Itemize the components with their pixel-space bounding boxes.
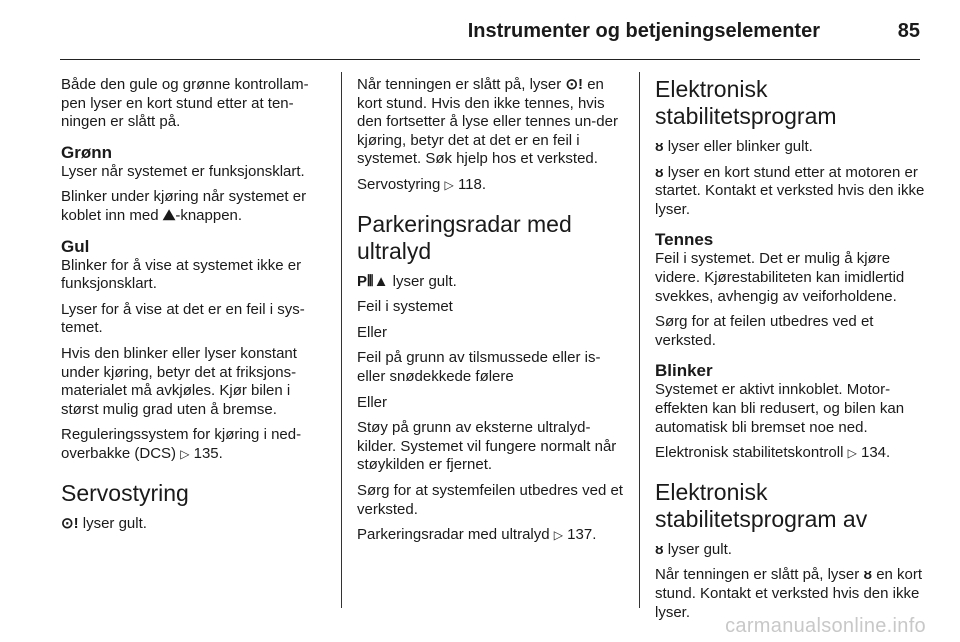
text: Når tenningen er slått på, lyser — [357, 76, 566, 93]
text: lyser en kort stund etter at motoren er startet. Kontakt et verksted hvis den ikke lyser. — [655, 163, 925, 218]
text: Servostyring — [357, 175, 445, 193]
paragraph — [61, 188, 327, 225]
page-header-title: Instrumenter og betjeningselementer — [467, 20, 820, 42]
page-number: 85 — [897, 20, 920, 42]
parking-radar-icon: P⦀▲ — [357, 272, 389, 290]
heading-tennes: Tennes — [655, 230, 714, 250]
heading-gul: Gul — [61, 236, 90, 256]
column-divider — [639, 72, 640, 608]
text: en kort stund. Kontakt et verksted hvis den ikke lyser. — [655, 566, 923, 621]
page-reference-icon: ▷ — [180, 446, 190, 461]
watermark: carmanualsonline.info — [725, 615, 926, 637]
column-right — [655, 76, 925, 629]
paragraph — [357, 526, 625, 545]
paragraph: Eller — [357, 323, 388, 341]
column-middle — [357, 76, 625, 552]
paragraph: Systemet er aktivt innkoblet. Motor-effekten kan bli redusert, og bilen kan automatisk bli bremset noe ned. — [655, 381, 905, 436]
heading-blinker: Blinker — [655, 361, 713, 381]
heading-gronn: Grønn — [61, 142, 112, 162]
paragraph — [61, 515, 327, 534]
text: 118. — [453, 175, 487, 193]
esp-icon: ᴕ — [655, 138, 664, 155]
paragraph — [655, 164, 925, 220]
paragraph: Feil på grunn av tilsmussede eller is- eller snødekkede følere — [357, 349, 601, 385]
text: lyser eller blinker gult. — [663, 138, 813, 155]
paragraph — [655, 138, 925, 157]
steering-warning-icon: ⊙! — [61, 514, 79, 532]
esp-off-icon: ᴕ — [655, 540, 664, 558]
text: 137. — [563, 526, 597, 544]
paragraph: Feil i systemet — [357, 298, 453, 316]
text: lyser gult. — [663, 540, 732, 558]
paragraph: Feil i systemet. Det er mulig å kjøre videre. Kjørestabiliteten kan imidlertid svekkes, avhengig av veiforholdene. — [655, 250, 905, 305]
header-rule — [60, 59, 920, 60]
paragraph — [655, 566, 925, 622]
heading-servostyring: Servostyring — [61, 479, 189, 506]
paragraph: Støy på grunn av eksterne ultralyd-kilder. Systemet vil fungere normalt når støykilden er fjernet. — [357, 419, 617, 474]
paragraph: Lyser for å vise at det er en feil i sys-temet. — [61, 300, 305, 337]
text: lyser gult. — [388, 272, 457, 290]
steering-warning-icon: ⊙! — [565, 76, 584, 93]
text: 134. — [856, 444, 891, 462]
paragraph: Både den gule og grønne kontrollam-pen lyser en kort stund etter at ten-ningen er slått på. — [61, 76, 309, 131]
text: en kort stund. Hvis den ikke tennes, hvis den fortsetter å lyse eller tennes un-der kjøring, betyr det at det er en feil i systemet. Søk hjelp hos et verksted. — [357, 76, 618, 168]
text: Parkeringsradar med ultralyd — [357, 526, 554, 544]
paragraph — [357, 176, 625, 195]
esp-icon: ᴕ — [655, 163, 664, 181]
esp-off-icon: ᴕ — [863, 566, 873, 584]
heading-esp: Elektronisk stabilitetsprogram — [655, 76, 837, 129]
paragraph: Hvis den blinker eller lyser konstant under kjøring, betyr det at friksjons-materialet må avkjøles. Kjør bilen i størst mulig grad uten å bremse. — [61, 344, 297, 418]
paragraph — [357, 76, 625, 169]
hill-descent-icon: ⛰ — [162, 206, 176, 224]
text: Reguleringssystem for kjøring i ned-overbakke (DCS) — [61, 426, 302, 462]
paragraph — [655, 444, 925, 463]
text: lyser gult. — [78, 514, 147, 532]
column-divider — [341, 72, 342, 608]
heading-esp-off: Elektronisk stabilitetsprogram av — [655, 478, 868, 532]
text: -knappen. — [175, 206, 243, 224]
page-reference-icon: ▷ — [847, 446, 857, 461]
paragraph: Blinker for å vise at systemet ikke er funksjonsklart. — [61, 256, 302, 293]
paragraph: Sørg for at systemfeilen utbedres ved et verksted. — [357, 481, 623, 518]
text: Elektronisk stabilitetskontroll — [655, 444, 848, 462]
paragraph: Lyser når systemet er funksjonsklart. — [61, 162, 305, 180]
paragraph: Eller — [357, 393, 388, 411]
heading-parkeringsradar: Parkeringsradar med ultralyd — [357, 210, 572, 264]
paragraph: Sørg for at feilen utbedres ved et verksted. — [655, 313, 874, 349]
text: Blinker under kjøring når systemet er koblet inn med — [61, 188, 307, 224]
column-left — [61, 76, 327, 540]
paragraph — [655, 541, 925, 560]
paragraph — [357, 273, 625, 292]
paragraph — [61, 426, 327, 463]
text: 135. — [189, 444, 223, 462]
page-reference-icon: ▷ — [553, 528, 563, 543]
page-reference-icon: ▷ — [444, 177, 454, 192]
text: Når tenningen er slått på, lyser — [655, 566, 864, 584]
